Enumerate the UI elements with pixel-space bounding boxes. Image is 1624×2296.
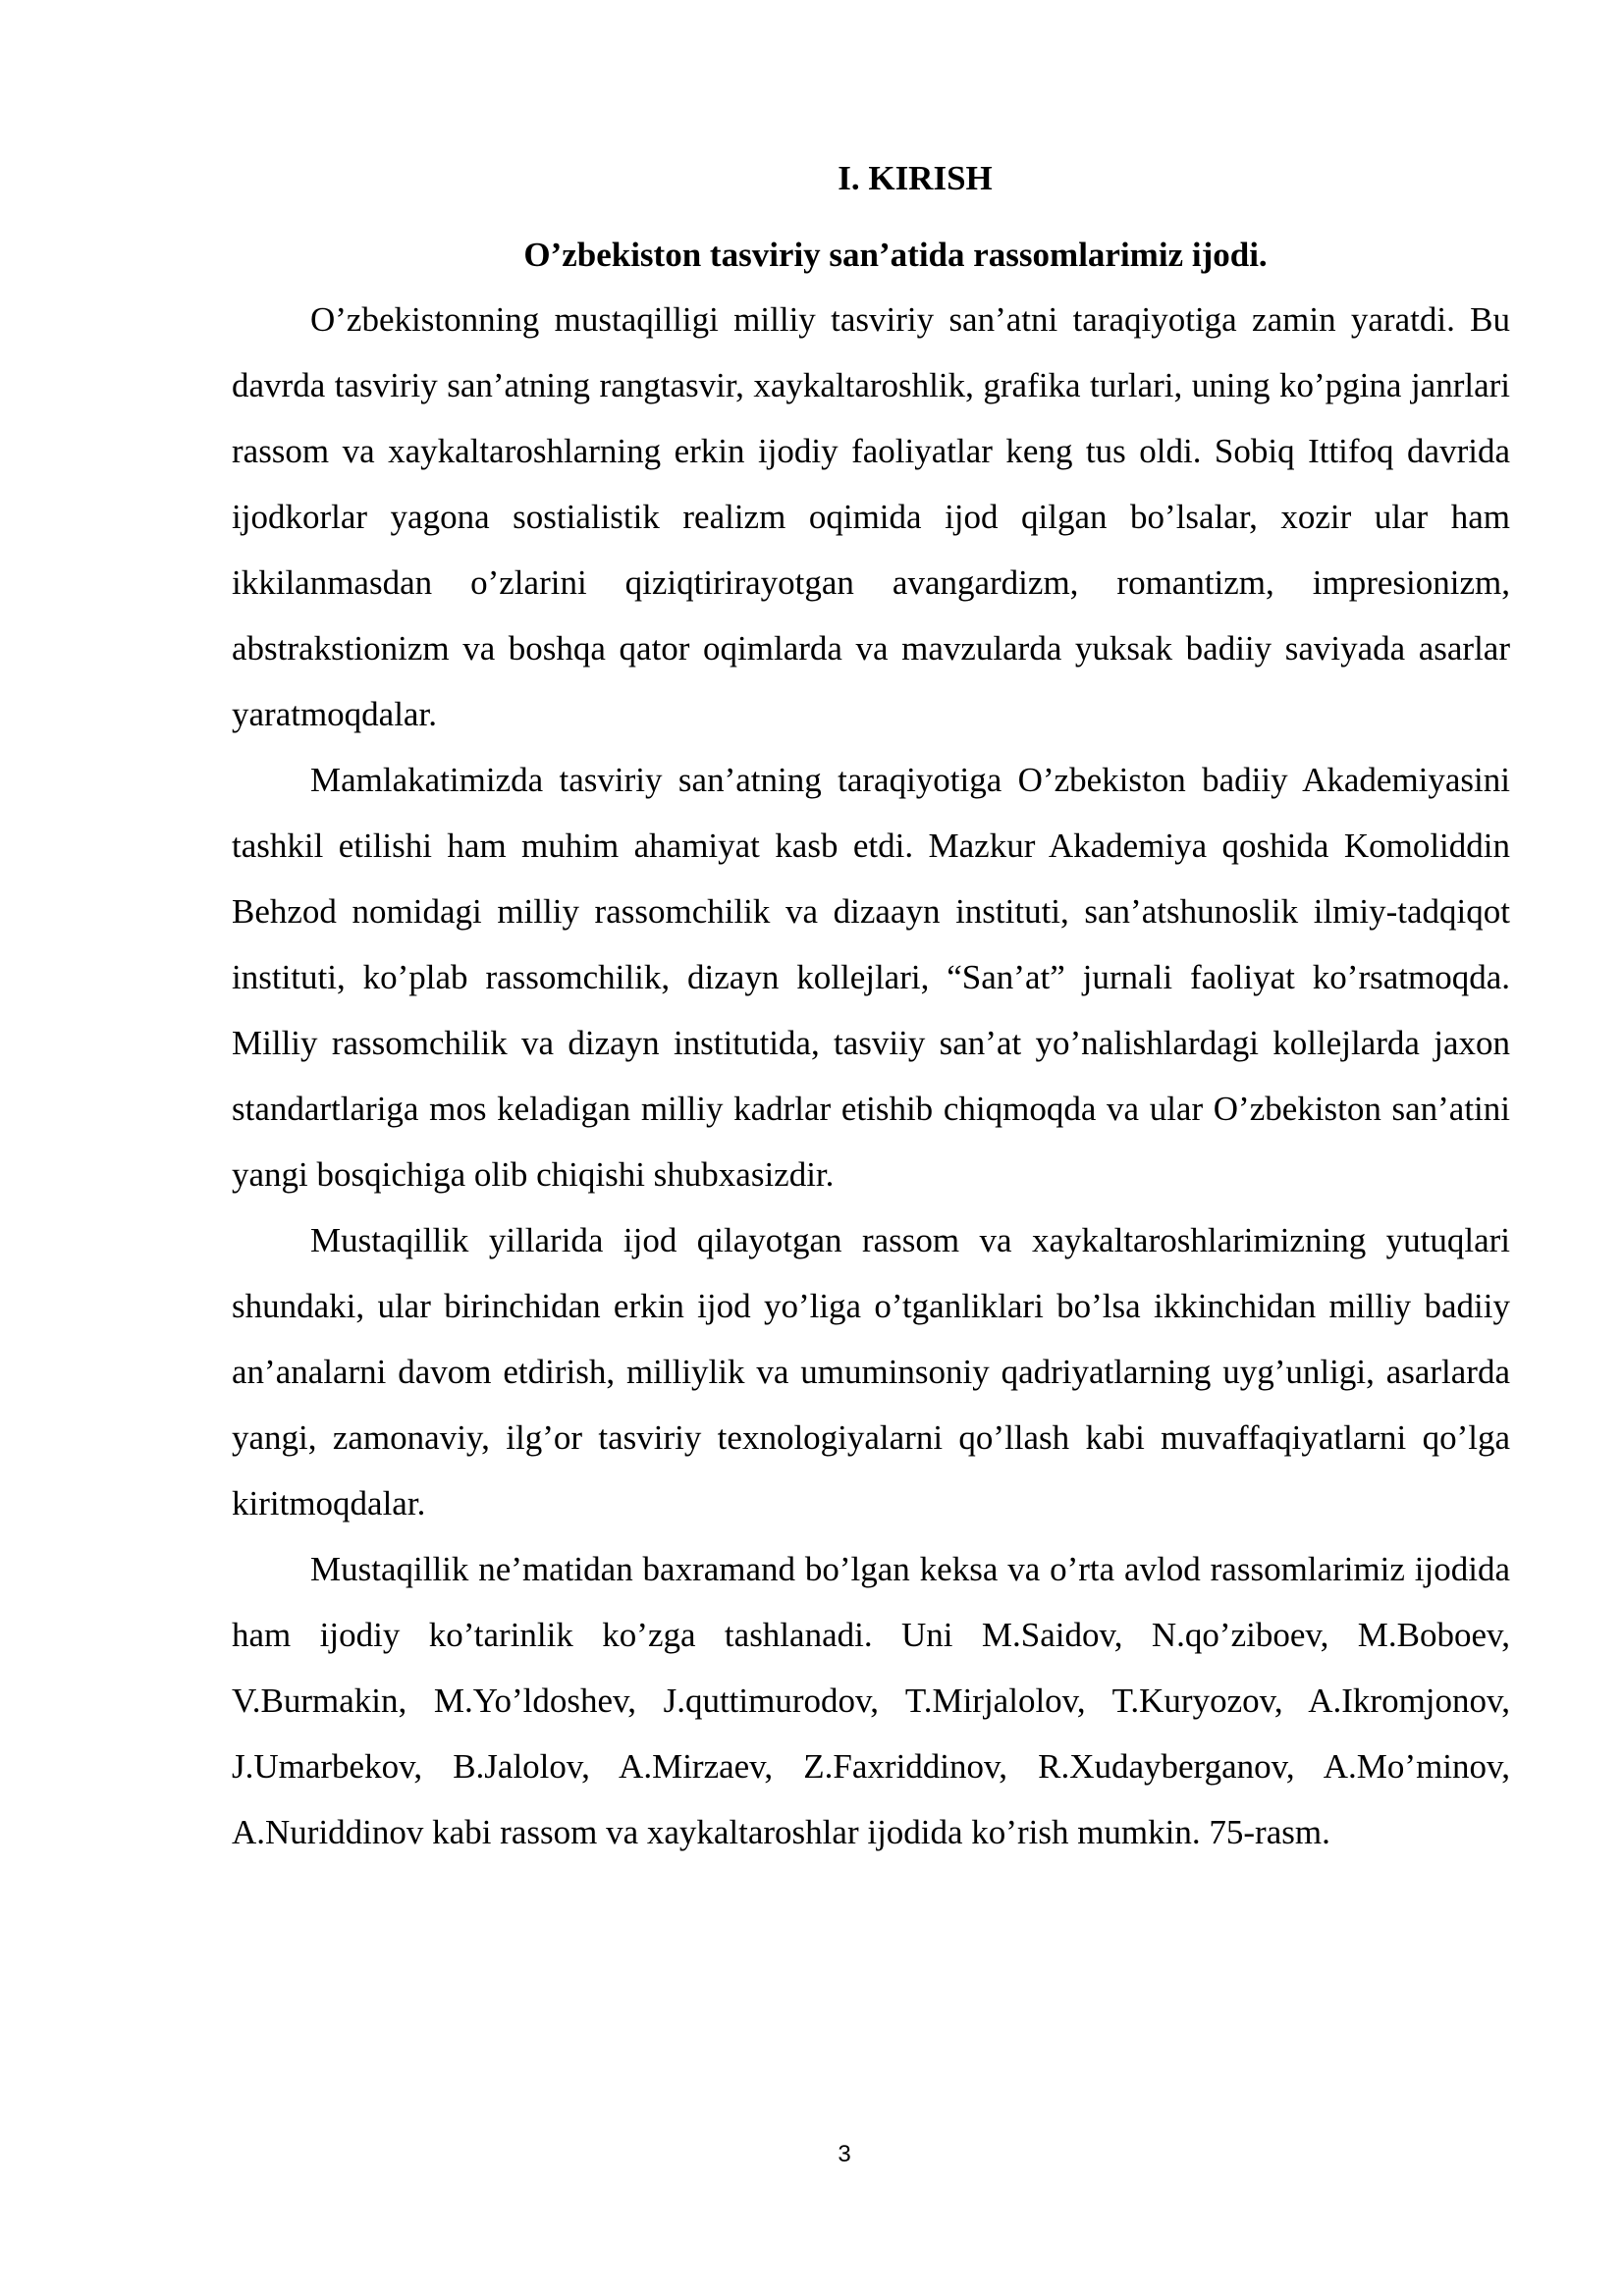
paragraph-4: Mustaqillik ne’matidan baxramand bo’lgan keksa va o’rta avlod rassomlarimiz ijodida ham ijodiy ko’tarinlik ko’zga tashlanadi. Uni M.Saidov, N.qo’ziboev, M.Boboev, V.Burmakin, M.Yo’ldoshev, J.quttimurodov, T.Mirjalolov, T.Kuryozov, A.Ikromjonov, J.Umarbekov, B.Jalolov, A.Mirzaev, Z.Faxriddinov, R.Xudayberganov, A.Mo’minov, A.Nuriddinov kabi rassom va xaykaltaroshlar ijodida ko’rish mumkin. 75-rasm. — [232, 1550, 1510, 1851]
chapter-title: I. KIRISH — [838, 159, 993, 197]
page-content — [232, 147, 1510, 1865]
paragraph-2: Mamlakatimizda tasviriy san’atning taraqiyotiga O’zbekiston badiiy Akademiyasini tashkil etilishi ham muhim ahamiyat kasb etdi. Mazkur Akademiya qoshida Komoliddin Behzod nomidagi milliy rassomchilik va dizaayn instituti, san’atshunoslik ilmiy-tadqiqot instituti, ko’plab rassomchilik, dizayn kollejlari, “San’at” jurnali faoliyat ko’rsatmoqda. Milliy rassomchilik va dizayn institutida, tasviiy san’at yo’nalishlardagi kollejlarda jaxon standartlariga mos keladigan milliy kadrlar etishib chiqmoqda va ular O’zbekiston san’atini yangi bosqichiga olib chiqishi shubxasizdir. — [232, 761, 1510, 1194]
page-number: 3 — [838, 2141, 851, 2167]
paragraph-3: Mustaqillik yillarida ijod qilayotgan rassom va xaykaltaroshlarimizning yutuqlari shundaki, ular birinchidan erkin ijod yo’liga o’tganliklari bo’lsa ikkinchidan milliy badiiy an’analarni davom etdirish, milliylik va umuminsoniy qadriyatlarning uyg’unligi, asarlarda yangi, zamonaviy, ilg’or tasviriy texnologiyalarni qo’llash kabi muvaffaqiyatlarni qo’lga kiritmoqdalar. — [232, 1221, 1510, 1522]
paragraph-1: O’zbekistonning mustaqilligi milliy tasviriy san’atni taraqiyotiga zamin yaratdi. Bu davrda tasviriy san’atning rangtasvir, xaykaltaroshlik, grafika turlari, uning ko’pgina janrlari rassom va xaykaltaroshlarning erkin ijodiy faoliyatlar keng tus oldi. Sobiq Ittifoq davrida ijodkorlar yagona sostialistik realizm oqimida ijod qilgan bo’lsalar, xozir ular ham ikkilanmasdan o’zlarini qiziqtirirayotgan avangardizm, romantizm, impresionizm, abstrakstionizm va boshqa qator oqimlarda va mavzularda yuksak badiiy saviyada asarlar yaratmoqdalar. — [232, 300, 1510, 733]
section-title: O’zbekiston tasviriy san’atida rassomlarimiz ijodi. — [523, 236, 1268, 274]
